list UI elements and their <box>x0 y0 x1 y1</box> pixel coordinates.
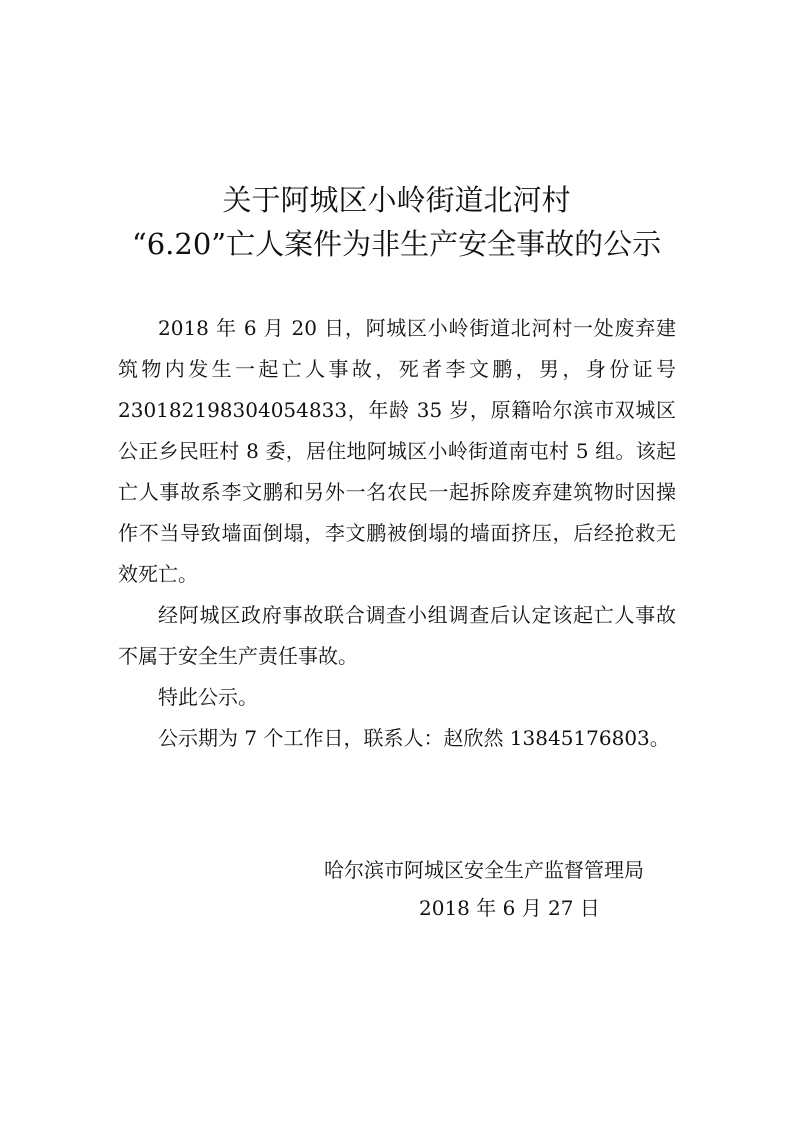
paragraph-contact: 公示期为 7 个工作日，联系人：赵欣然 13845176803。 <box>158 726 670 750</box>
document-title-line-2: “6.20”亡人案件为非生产安全事故的公示 <box>131 227 662 261</box>
paragraph-determination: 经阿城区政府事故联合调查小组调查后认定该起亡人事故不属于安全生产责任事故。 <box>118 603 676 668</box>
paragraph-notice: 特此公示。 <box>158 685 258 709</box>
document-body <box>118 308 676 759</box>
signature-organization: 哈尔滨市阿城区安全生产监督管理局 <box>324 858 644 882</box>
signature-date: 2018 年 6 月 27 日 <box>419 896 600 920</box>
document-title-line-1: 关于阿城区小岭街道北河村 <box>222 183 571 217</box>
paragraph-incident: 2018 年 6 月 20 日，阿城区小岭街道北河村一处废弃建筑物内发生一起亡人事故，死者李文鹏，男，身份证号230182198304054833，年龄 35 岁，原籍哈尔滨市双城区公正乡民旺村 8 委，居住地阿城区小岭街道南屯村 5 组。该起亡人事故系李文鹏和另外一名农民一起拆除废弃建筑物时因操作不当导致墙面倒塌，李文鹏被倒塌的墙面挤压，后经抢救无效死亡。 <box>118 316 676 586</box>
